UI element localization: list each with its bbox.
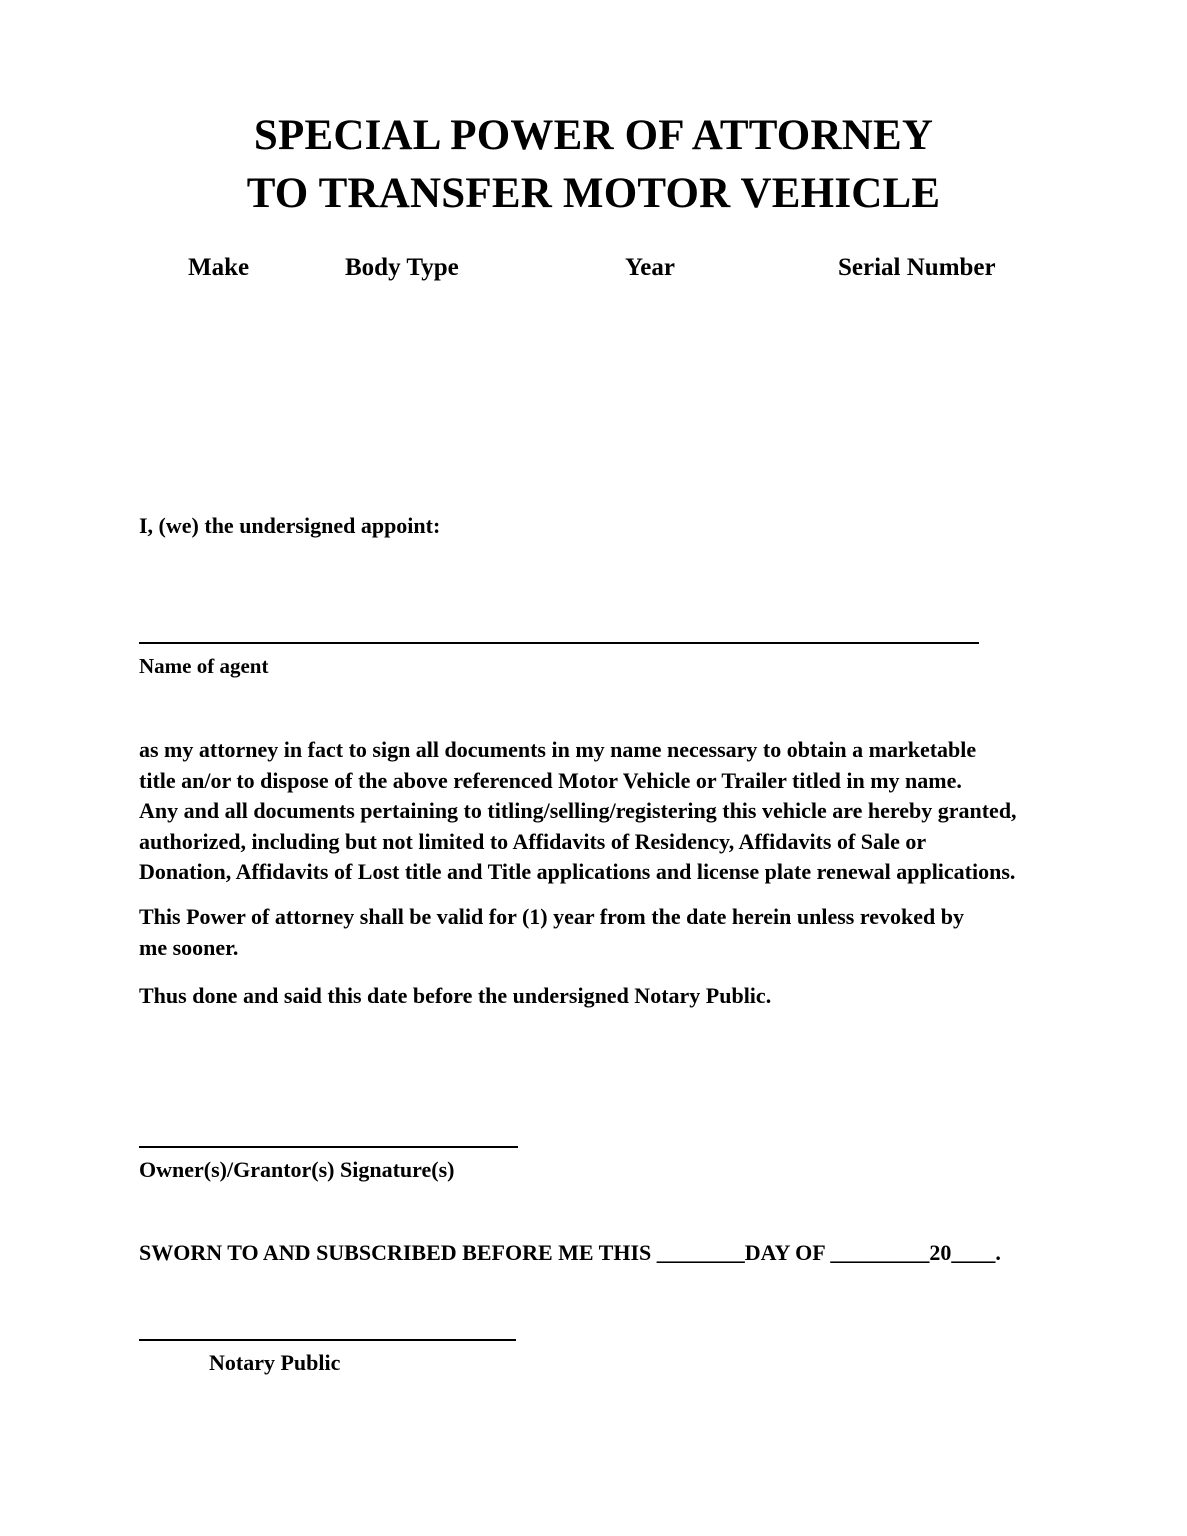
- agent-name-field-label: Name of agent: [139, 654, 269, 678]
- notary-execution-statement: Thus done and said this date before the undersigned Notary Public.: [139, 983, 772, 1008]
- validity-line-2: me sooner.: [139, 934, 239, 960]
- owner-signature-fill-rule[interactable]: [139, 1146, 518, 1148]
- sworn-subscribed-statement[interactable]: SWORN TO AND SUBSCRIBED BEFORE ME THIS ________DAY OF _________20____.: [139, 1240, 1001, 1265]
- authority-line-2: title an/or to dispose of the above referenced Motor Vehicle or Trailer titled in my name.: [139, 767, 962, 793]
- column-header-body-type: Body Type: [345, 254, 459, 281]
- owner-signature-field-label: Owner(s)/Grantor(s) Signature(s): [139, 1157, 455, 1182]
- appoint-intro-text: I, (we) the undersigned appoint:: [139, 513, 441, 538]
- vehicle-table-headers: [139, 254, 1079, 290]
- validity-line-1: This Power of attorney shall be valid for (1) year from the date herein unless revoked by: [139, 904, 964, 929]
- notary-signature-fill-rule[interactable]: [139, 1339, 516, 1341]
- column-header-year: Year: [625, 254, 675, 281]
- authority-paragraph: [139, 735, 1089, 888]
- authority-line-1: as my attorney in fact to sign all documents in my name necessary to obtain a marketable: [139, 737, 977, 762]
- page-title: [0, 107, 1187, 223]
- agent-name-fill-rule[interactable]: [139, 642, 979, 644]
- column-header-serial-number: Serial Number: [838, 254, 996, 281]
- authority-line-5: Donation, Affidavits of Lost title and Title applications and license plate renewal applications.: [139, 859, 1016, 884]
- authority-line-3: Any and all documents pertaining to titling/selling/registering this vehicle are hereby granted,: [139, 798, 1017, 823]
- title-line-2: TO TRANSFER MOTOR VEHICLE: [246, 169, 941, 217]
- validity-paragraph: [139, 902, 1089, 963]
- notary-public-field-label: Notary Public: [209, 1350, 341, 1375]
- title-line-1: SPECIAL POWER OF ATTORNEY: [253, 111, 934, 159]
- column-header-make: Make: [188, 254, 250, 281]
- authority-line-4: authorized, including but not limited to Affidavits of Residency, Affidavits of Sale or: [139, 828, 927, 854]
